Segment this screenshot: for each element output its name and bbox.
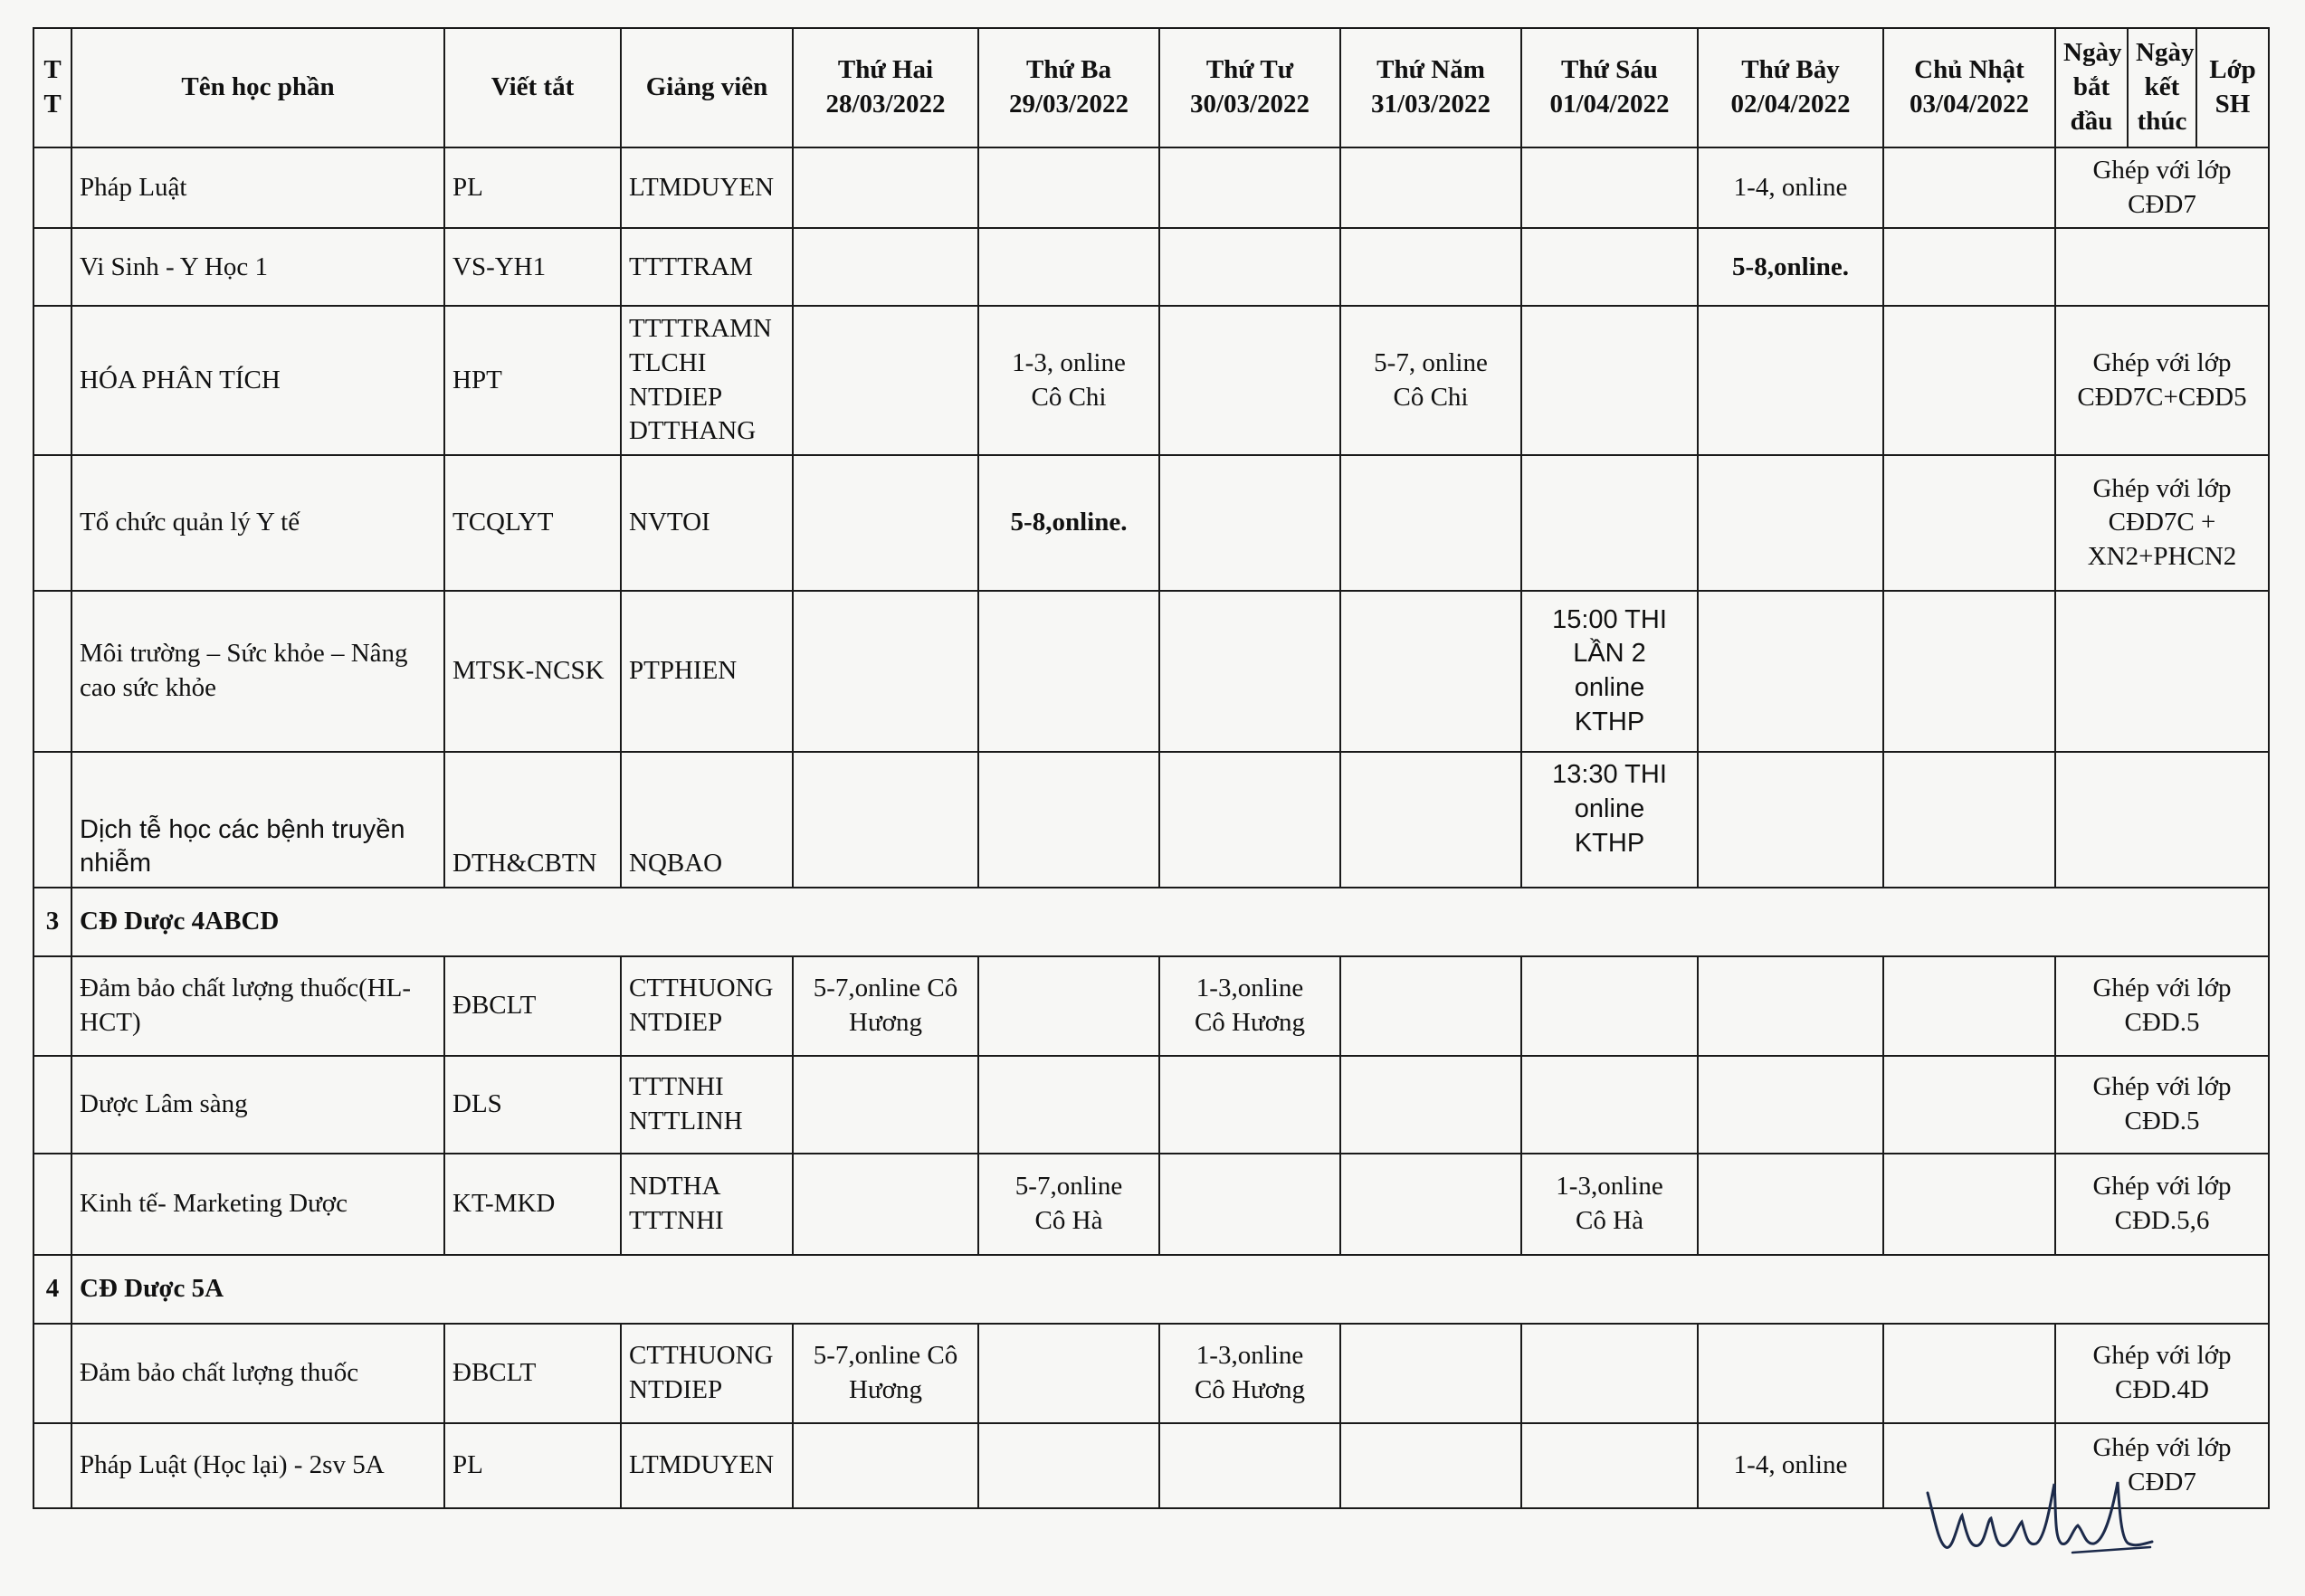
class-note: Ghép với lớp CĐD.5 [2055,1056,2269,1154]
class-note [2055,752,2269,888]
cell-fri: 15:00 THI LẦN 2 online KTHP [1521,591,1698,752]
cell-tue [978,147,1159,228]
course-abbr: KT-MKD [444,1154,621,1255]
cell-sun [1883,1154,2055,1255]
course-name: Dược Lâm sàng [71,1056,444,1154]
class-note: Ghép với lớp CĐD7 [2055,147,2269,228]
course-name: HÓA PHÂN TÍCH [71,306,444,455]
cell-tue [978,752,1159,888]
section-number: 4 [33,1255,71,1324]
course-name: Đảm bảo chất lượng thuốc [71,1324,444,1423]
cell-sun [1883,306,2055,455]
class-note: Ghép với lớp CĐD.4D [2055,1324,2269,1423]
cell-sat [1698,1154,1883,1255]
cell-sun [1883,956,2055,1056]
header-abbr: Viết tắt [444,28,621,147]
lecturer-list: LTMDUYEN [621,1423,793,1508]
row-no [33,752,71,888]
row-no [33,455,71,591]
header-day-sat: Thứ Bảy 02/04/2022 [1698,28,1883,147]
course-name: Dịch tễ học các bệnh truyền nhiễm [71,752,444,888]
cell-tue: 1-3, online Cô Chi [978,306,1159,455]
cell-thu: 5-7, online Cô Chi [1340,306,1521,455]
lecturer-list: CTTHUONG NTDIEP [621,1324,793,1423]
course-name: Đảm bảo chất lượng thuốc(HL-HCT) [71,956,444,1056]
course-abbr: VS-YH1 [444,228,621,306]
course-abbr: DTH&CBTN [444,752,621,888]
cell-sun [1883,1324,2055,1423]
cell-sun [1883,455,2055,591]
class-note [2055,591,2269,752]
cell-sat [1698,956,1883,1056]
course-abbr: TCQLYT [444,455,621,591]
header-day-fri: Thứ Sáu 01/04/2022 [1521,28,1698,147]
cell-thu [1340,591,1521,752]
cell-tue [978,956,1159,1056]
cell-tue [978,1324,1159,1423]
cell-mon: 5-7,online Cô Hương [793,1324,978,1423]
header-day-wed: Thứ Tư 30/03/2022 [1159,28,1340,147]
lecturer-list: CTTHUONG NTDIEP [621,956,793,1056]
cell-fri [1521,147,1698,228]
cell-thu [1340,1154,1521,1255]
lecturer-list: NDTHA TTTNHI [621,1154,793,1255]
table-row [33,752,2269,888]
row-no [33,1423,71,1508]
cell-fri [1521,1056,1698,1154]
course-abbr: MTSK-NCSK [444,591,621,752]
header-day-tue: Thứ Ba 29/03/2022 [978,28,1159,147]
section-title: CĐ Dược 5A [71,1255,2269,1324]
cell-sun [1883,228,2055,306]
class-note: Ghép với lớp CĐD7 [2055,1423,2269,1508]
table-row [33,306,2269,455]
schedule-sheet [33,27,2268,1509]
table-row [33,147,2269,228]
cell-thu [1340,752,1521,888]
row-no [33,306,71,455]
lecturer-list: NQBAO [621,752,793,888]
cell-tue [978,591,1159,752]
row-no [33,591,71,752]
cell-fri [1521,956,1698,1056]
header-tt: T T [33,28,71,147]
cell-wed [1159,228,1340,306]
class-note: Ghép với lớp CĐD.5,6 [2055,1154,2269,1255]
table-row [33,956,2269,1056]
table-row [33,1154,2269,1255]
lecturer-list: LTMDUYEN [621,147,793,228]
cell-fri [1521,455,1698,591]
cell-mon [793,147,978,228]
cell-sat: 5-8,online. [1698,228,1883,306]
course-name: Pháp Luật [71,147,444,228]
cell-tue [978,1423,1159,1508]
cell-wed [1159,1423,1340,1508]
cell-wed [1159,1056,1340,1154]
cell-sat [1698,455,1883,591]
header-row [33,28,2269,147]
cell-mon [793,306,978,455]
cell-sat [1698,306,1883,455]
cell-tue: 5-7,online Cô Hà [978,1154,1159,1255]
cell-wed [1159,1154,1340,1255]
cell-fri [1521,228,1698,306]
cell-thu [1340,956,1521,1056]
cell-thu [1340,1056,1521,1154]
cell-sat [1698,1056,1883,1154]
section-row [33,888,2269,956]
cell-tue: 5-8,online. [978,455,1159,591]
cell-thu [1340,228,1521,306]
table-row [33,228,2269,306]
header-course: Tên học phần [71,28,444,147]
cell-fri [1521,1423,1698,1508]
course-abbr: PL [444,1423,621,1508]
row-no [33,956,71,1056]
cell-sun [1883,752,2055,888]
course-name: Môi trường – Sức khỏe – Nâng cao sức khỏe [71,591,444,752]
cell-fri [1521,306,1698,455]
cell-wed: 1-3,online Cô Hương [1159,956,1340,1056]
course-name: Pháp Luật (Học lại) - 2sv 5A [71,1423,444,1508]
header-class: Lớp SH [2196,28,2269,147]
cell-sat [1698,591,1883,752]
cell-wed [1159,591,1340,752]
header-day-sun: Chủ Nhật 03/04/2022 [1883,28,2055,147]
cell-sun [1883,147,2055,228]
lecturer-list: TTTTRAM [621,228,793,306]
cell-sat: 1-4, online [1698,1423,1883,1508]
row-no [33,1154,71,1255]
header-start-date: Ngày bắt đầu [2055,28,2128,147]
row-no [33,1056,71,1154]
cell-wed [1159,455,1340,591]
cell-mon [793,228,978,306]
handwritten-signature [1919,1466,2154,1565]
cell-mon [793,455,978,591]
course-name: Vi Sinh - Y Học 1 [71,228,444,306]
cell-wed [1159,752,1340,888]
cell-sat [1698,752,1883,888]
lecturer-list: NVTOI [621,455,793,591]
cell-thu [1340,1423,1521,1508]
cell-mon [793,1154,978,1255]
course-abbr: DLS [444,1056,621,1154]
table-row [33,455,2269,591]
cell-wed [1159,147,1340,228]
class-note: Ghép với lớp CĐD7C + XN2+PHCN2 [2055,455,2269,591]
header-lecturer: Giảng viên [621,28,793,147]
lecturer-list: PTPHIEN [621,591,793,752]
cell-fri: 1-3,online Cô Hà [1521,1154,1698,1255]
cell-fri [1521,1324,1698,1423]
table-row [33,591,2269,752]
course-abbr: PL [444,147,621,228]
class-note: Ghép với lớp CĐD7C+CĐD5 [2055,306,2269,455]
cell-mon: 5-7,online Cô Hương [793,956,978,1056]
cell-mon [793,1056,978,1154]
course-abbr: HPT [444,306,621,455]
cell-thu [1340,147,1521,228]
row-no [33,1324,71,1423]
cell-sun [1883,1056,2055,1154]
table-row [33,1324,2269,1423]
header-day-mon: Thứ Hai 28/03/2022 [793,28,978,147]
course-abbr: ĐBCLT [444,1324,621,1423]
table-row [33,1056,2269,1154]
cell-thu [1340,1324,1521,1423]
cell-tue [978,1056,1159,1154]
schedule-table [33,27,2270,1509]
section-number: 3 [33,888,71,956]
cell-tue [978,228,1159,306]
row-no [33,228,71,306]
course-name: Kinh tế- Marketing Dược [71,1154,444,1255]
cell-sat: 1-4, online [1698,147,1883,228]
header-day-thu: Thứ Năm 31/03/2022 [1340,28,1521,147]
course-abbr: ĐBCLT [444,956,621,1056]
lecturer-list: TTTTRAMN TLCHI NTDIEP DTTHANG [621,306,793,455]
cell-mon [793,591,978,752]
class-note [2055,228,2269,306]
cell-wed: 1-3,online Cô Hương [1159,1324,1340,1423]
cell-fri: 13:30 THI online KTHP [1521,752,1698,888]
row-no [33,147,71,228]
header-end-date: Ngày kết thúc [2128,28,2196,147]
section-row [33,1255,2269,1324]
cell-mon [793,752,978,888]
lecturer-list: TTTNHI NTTLINH [621,1056,793,1154]
cell-mon [793,1423,978,1508]
cell-sat [1698,1324,1883,1423]
cell-wed [1159,306,1340,455]
cell-sun [1883,591,2055,752]
class-note: Ghép với lớp CĐD.5 [2055,956,2269,1056]
cell-thu [1340,455,1521,591]
section-title: CĐ Dược 4ABCD [71,888,2269,956]
course-name: Tổ chức quản lý Y tế [71,455,444,591]
